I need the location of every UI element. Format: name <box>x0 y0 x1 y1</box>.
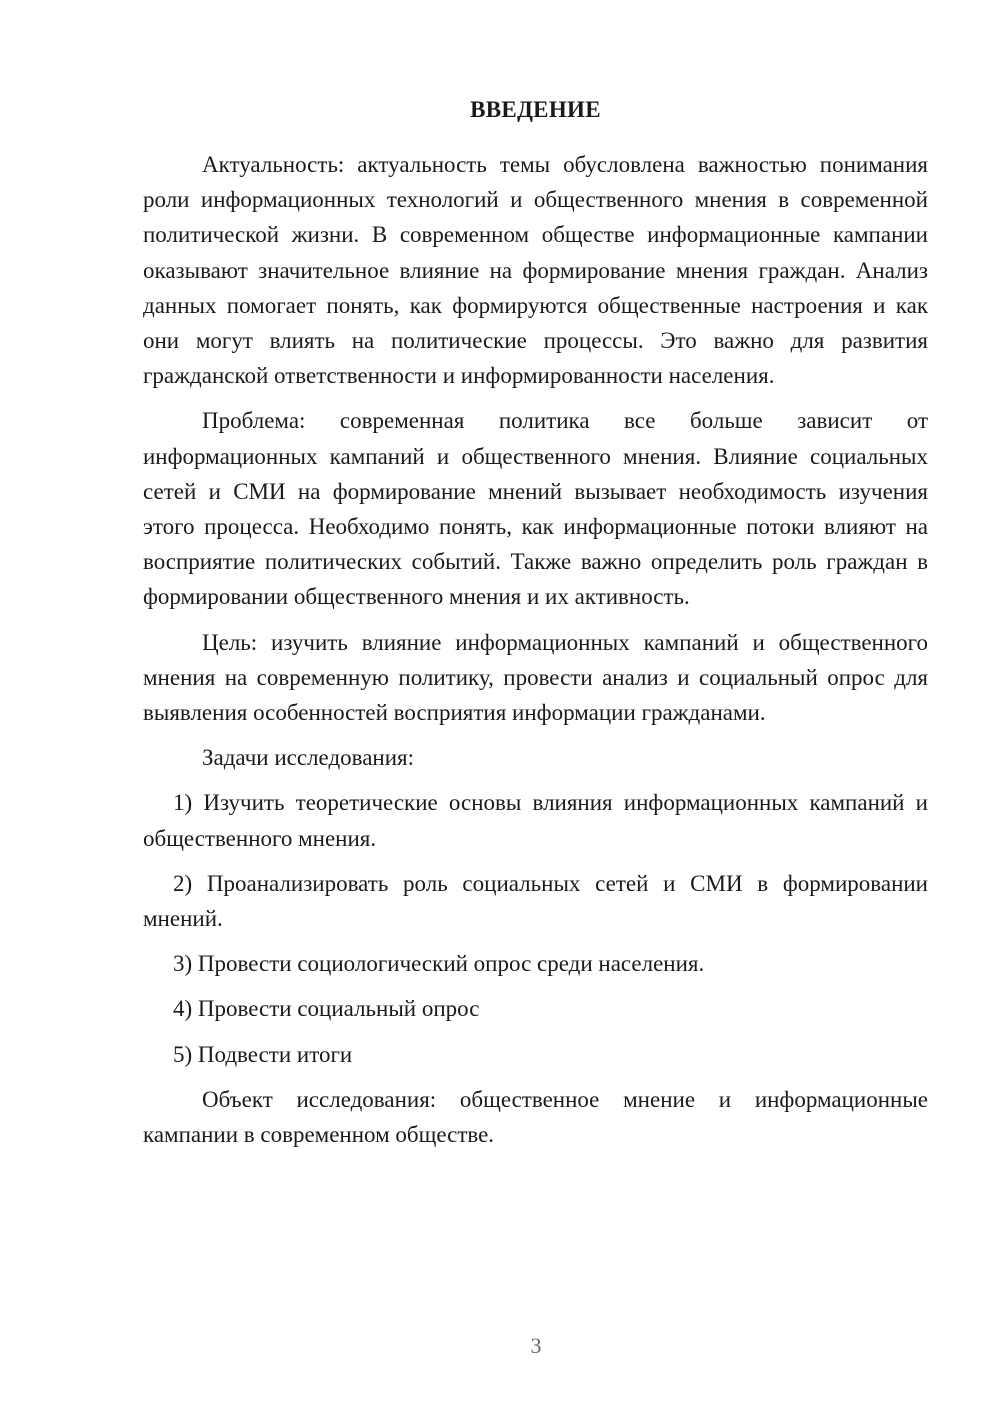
paragraph-relevance: Актуальность: актуальность темы обусловлена важностью понимания роли информационных технологий и общественного мнения в современной политической жизни. В современном обществе информационные кампании оказывают значительное влияние на формирование мнения граждан. Анализ данных помогает понять, как формируются общественные настроения и как они могут влиять на политические процессы. Это важно для развития гражданской ответственности и информированности населения. <box>143 152 928 389</box>
task-item-2: 2) Проанализировать роль социальных сетей и СМИ в формировании мнений. <box>143 870 928 932</box>
task-item-5: 5) Подвести итоги <box>173 1041 353 1067</box>
section-heading: ВВЕДЕНИЕ <box>470 97 601 122</box>
page-number: 3 <box>530 1333 542 1358</box>
page-content <box>143 92 928 1152</box>
paragraph-goal: Цель: изучить влияние информационных кампаний и общественного мнения на современную политику, провести анализ и социальный опрос для выявления особенностей восприятия информации гражданами. <box>143 629 928 726</box>
task-item-4: 4) Провести социальный опрос <box>173 996 480 1022</box>
paragraph-problem: Проблема: современная политика все больше зависит от информационных кампаний и общественного мнения. Влияние социальных сетей и СМИ на формирование мнений вызывает необходимость изучения этого процесса. Необходимо понять, как информационные потоки влияют на восприятие политических событий. Также важно определить роль граждан в формировании общественного мнения и их активность. <box>143 408 928 610</box>
tasks-title: Задачи исследования: <box>202 745 415 771</box>
task-item-3: 3) Провести социологический опрос среди населения. <box>173 951 705 977</box>
task-item-1: 1) Изучить теоретические основы влияния информационных кампаний и общественного мнения. <box>143 790 928 851</box>
paragraph-object: Объект исследования: общественное мнение и информационные кампании в современном обществе. <box>143 1086 928 1148</box>
